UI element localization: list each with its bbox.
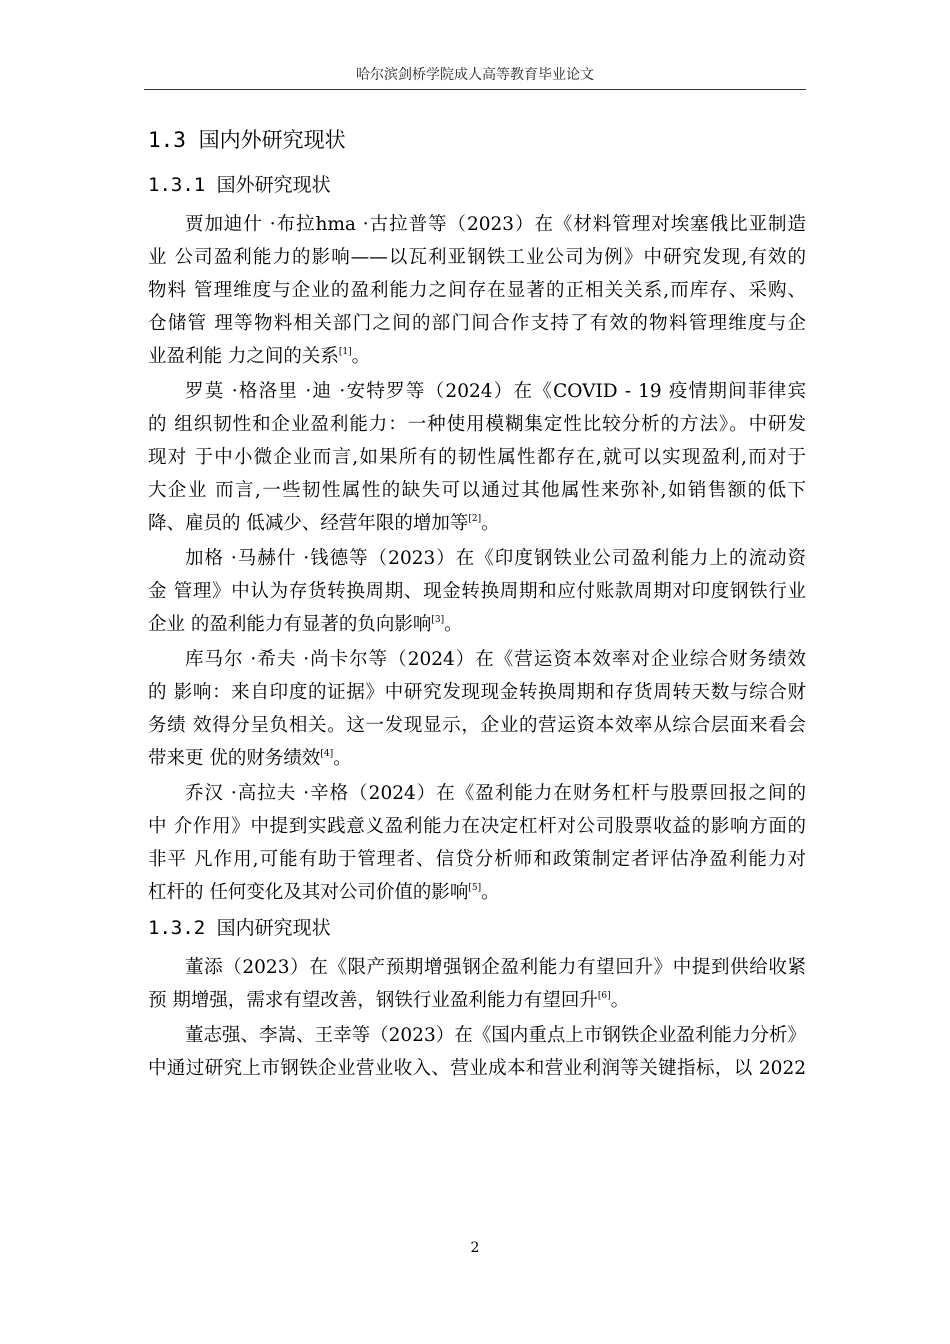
running-header: 哈尔滨剑桥学院成人高等教育毕业论文 [356,67,594,83]
subsection-heading: 1.3.1 国外研究现状 [148,174,331,196]
line-text: 贾加迪什 ·布拉hma ·古拉普等（2023）在《材料管理对埃塞俄比亚制造 [185,214,806,235]
line-text: 中通过研究上市钢铁企业营业收入、营业成本和营业利润等关键指标，以 2022 [148,1058,806,1079]
section-heading: 1.3 国内外研究现状 [148,128,346,152]
subsection-heading: 1.3.2 国内研究现状 [148,917,331,939]
line-text: 带来更 优的财务绩效 [148,748,321,769]
paragraph-line [148,542,806,575]
line-text: 杠杆的 任何变化及其对公司价值的影响 [148,882,469,903]
line-text: 大企业 而言,一些韧性属性的缺失可以通过其他属性来弥补,如销售额的低下 [148,480,806,501]
page-number: 2 [470,1240,480,1256]
paragraph-line [148,241,806,274]
line-text: 加格 ·马赫什 ·钱德等（2023）在《印度钢铁业公司盈利能力上的流动资 [185,548,806,569]
header-rule [144,89,806,90]
paragraph-line [148,408,806,441]
paragraph-line [148,742,806,775]
citation-reference: [1] [338,347,352,357]
paragraph [148,951,806,1017]
sentence-end: 。 [444,614,463,635]
paragraph [148,542,806,641]
paragraph-line [148,876,806,909]
paragraph-line [148,474,806,507]
paragraph-line [148,441,806,474]
paragraph-line [148,307,806,340]
sentence-end: 。 [481,882,500,903]
paragraph-line [148,274,806,307]
paragraph-line [148,507,806,540]
document-body [148,122,806,1087]
paragraph-line [148,575,806,608]
line-text: 董志强、李嵩、王幸等（2023）在《国内重点上市钢铁企业盈利能力分析》 [185,1025,806,1046]
sentence-end: 。 [610,990,630,1011]
line-text: 的 影响：来自印度的证据》中研究发现现金转换周期和存货周转天数与综合财 [148,682,806,703]
paragraph [148,777,806,909]
line-text: 董添（2023）在《限产预期增强钢企盈利能力有望回升》中提到供给收紧 [185,957,806,978]
sentence-end: 。 [351,346,371,367]
line-text: 预 期增强，需求有望改善，钢铁行业盈利能力有望回升 [148,990,598,1011]
paragraph [148,643,806,775]
citation-reference: [3] [431,615,445,625]
citation-reference: [6] [597,991,611,1001]
paragraph-line [148,1019,806,1052]
paragraph-line [148,676,806,709]
line-text: 金 管理》中认为存货转换周期、现金转换周期和应付账款周期对印度钢铁行业 [148,581,806,602]
paragraph-line [148,608,806,641]
paragraph-line [148,843,806,876]
line-text: 库马尔 ·希夫 ·尚卡尔等（2024）在《营运资本效率对企业综合财务绩效 [185,649,806,670]
paragraph-line [148,709,806,742]
line-text: 务绩 效得分呈负相关。这一发现显示，企业的营运资本效率从综合层面来看会 [148,715,806,736]
paragraph-line [148,375,806,408]
citation-reference: [2] [468,514,482,524]
line-text: 现对 于中小微企业而言,如果所有的韧性属性都存在,就可以实现盈利,而对于 [148,447,806,468]
line-text: 降、雇员的 低减少、经营年限的增加等 [148,513,469,534]
paragraph-line [148,208,806,241]
paragraph-line [148,643,806,676]
sentence-end: 。 [481,513,500,534]
line-text: 仓储管 理等物料相关部门之间的部门间合作支持了有效的物料管理维度与企 [148,313,806,334]
sentence-end: 。 [333,748,352,769]
citation-reference: [4] [320,749,334,759]
line-text: 物料 管理维度与企业的盈利能力之间存在显著的正相关关系,而库存、采购、 [148,280,806,301]
line-text: 非平 凡作用,可能有助于管理者、信贷分析师和政策制定者评估净盈利能力对 [148,849,806,870]
paragraph-line [148,340,806,373]
paragraph-line [148,777,806,810]
paragraph [148,208,806,373]
paragraph [148,375,806,540]
paragraph-line [148,984,806,1017]
line-text: 业 公司盈利能力的影响——以瓦利亚钢铁工业公司为例》中研究发现,有效的 [148,247,806,268]
line-text: 罗莫 ·格洛里 ·迪 ·安特罗等（2024）在《COVID - 19 疫情期间菲律宾 [185,381,806,402]
paragraph-line [148,1052,806,1085]
line-text: 乔汉 ·高拉夫 ·辛格（2024）在《盈利能力在财务杠杆与股票回报之间的 [185,783,806,804]
paragraph-line [148,810,806,843]
paragraph-line [148,951,806,984]
line-text: 的 组织韧性和企业盈利能力：一种使用模糊集定性比较分析的方法》。中研发 [148,414,806,435]
line-text: 业盈利能 力之间的关系 [148,346,339,367]
line-text: 中 介作用》中提到实践意义盈利能力在决定杠杆对公司股票收益的影响方面的 [148,816,806,837]
paragraph [148,1019,806,1085]
citation-reference: [5] [468,883,482,893]
line-text: 企业 的盈利能力有显著的负向影响 [148,614,432,635]
